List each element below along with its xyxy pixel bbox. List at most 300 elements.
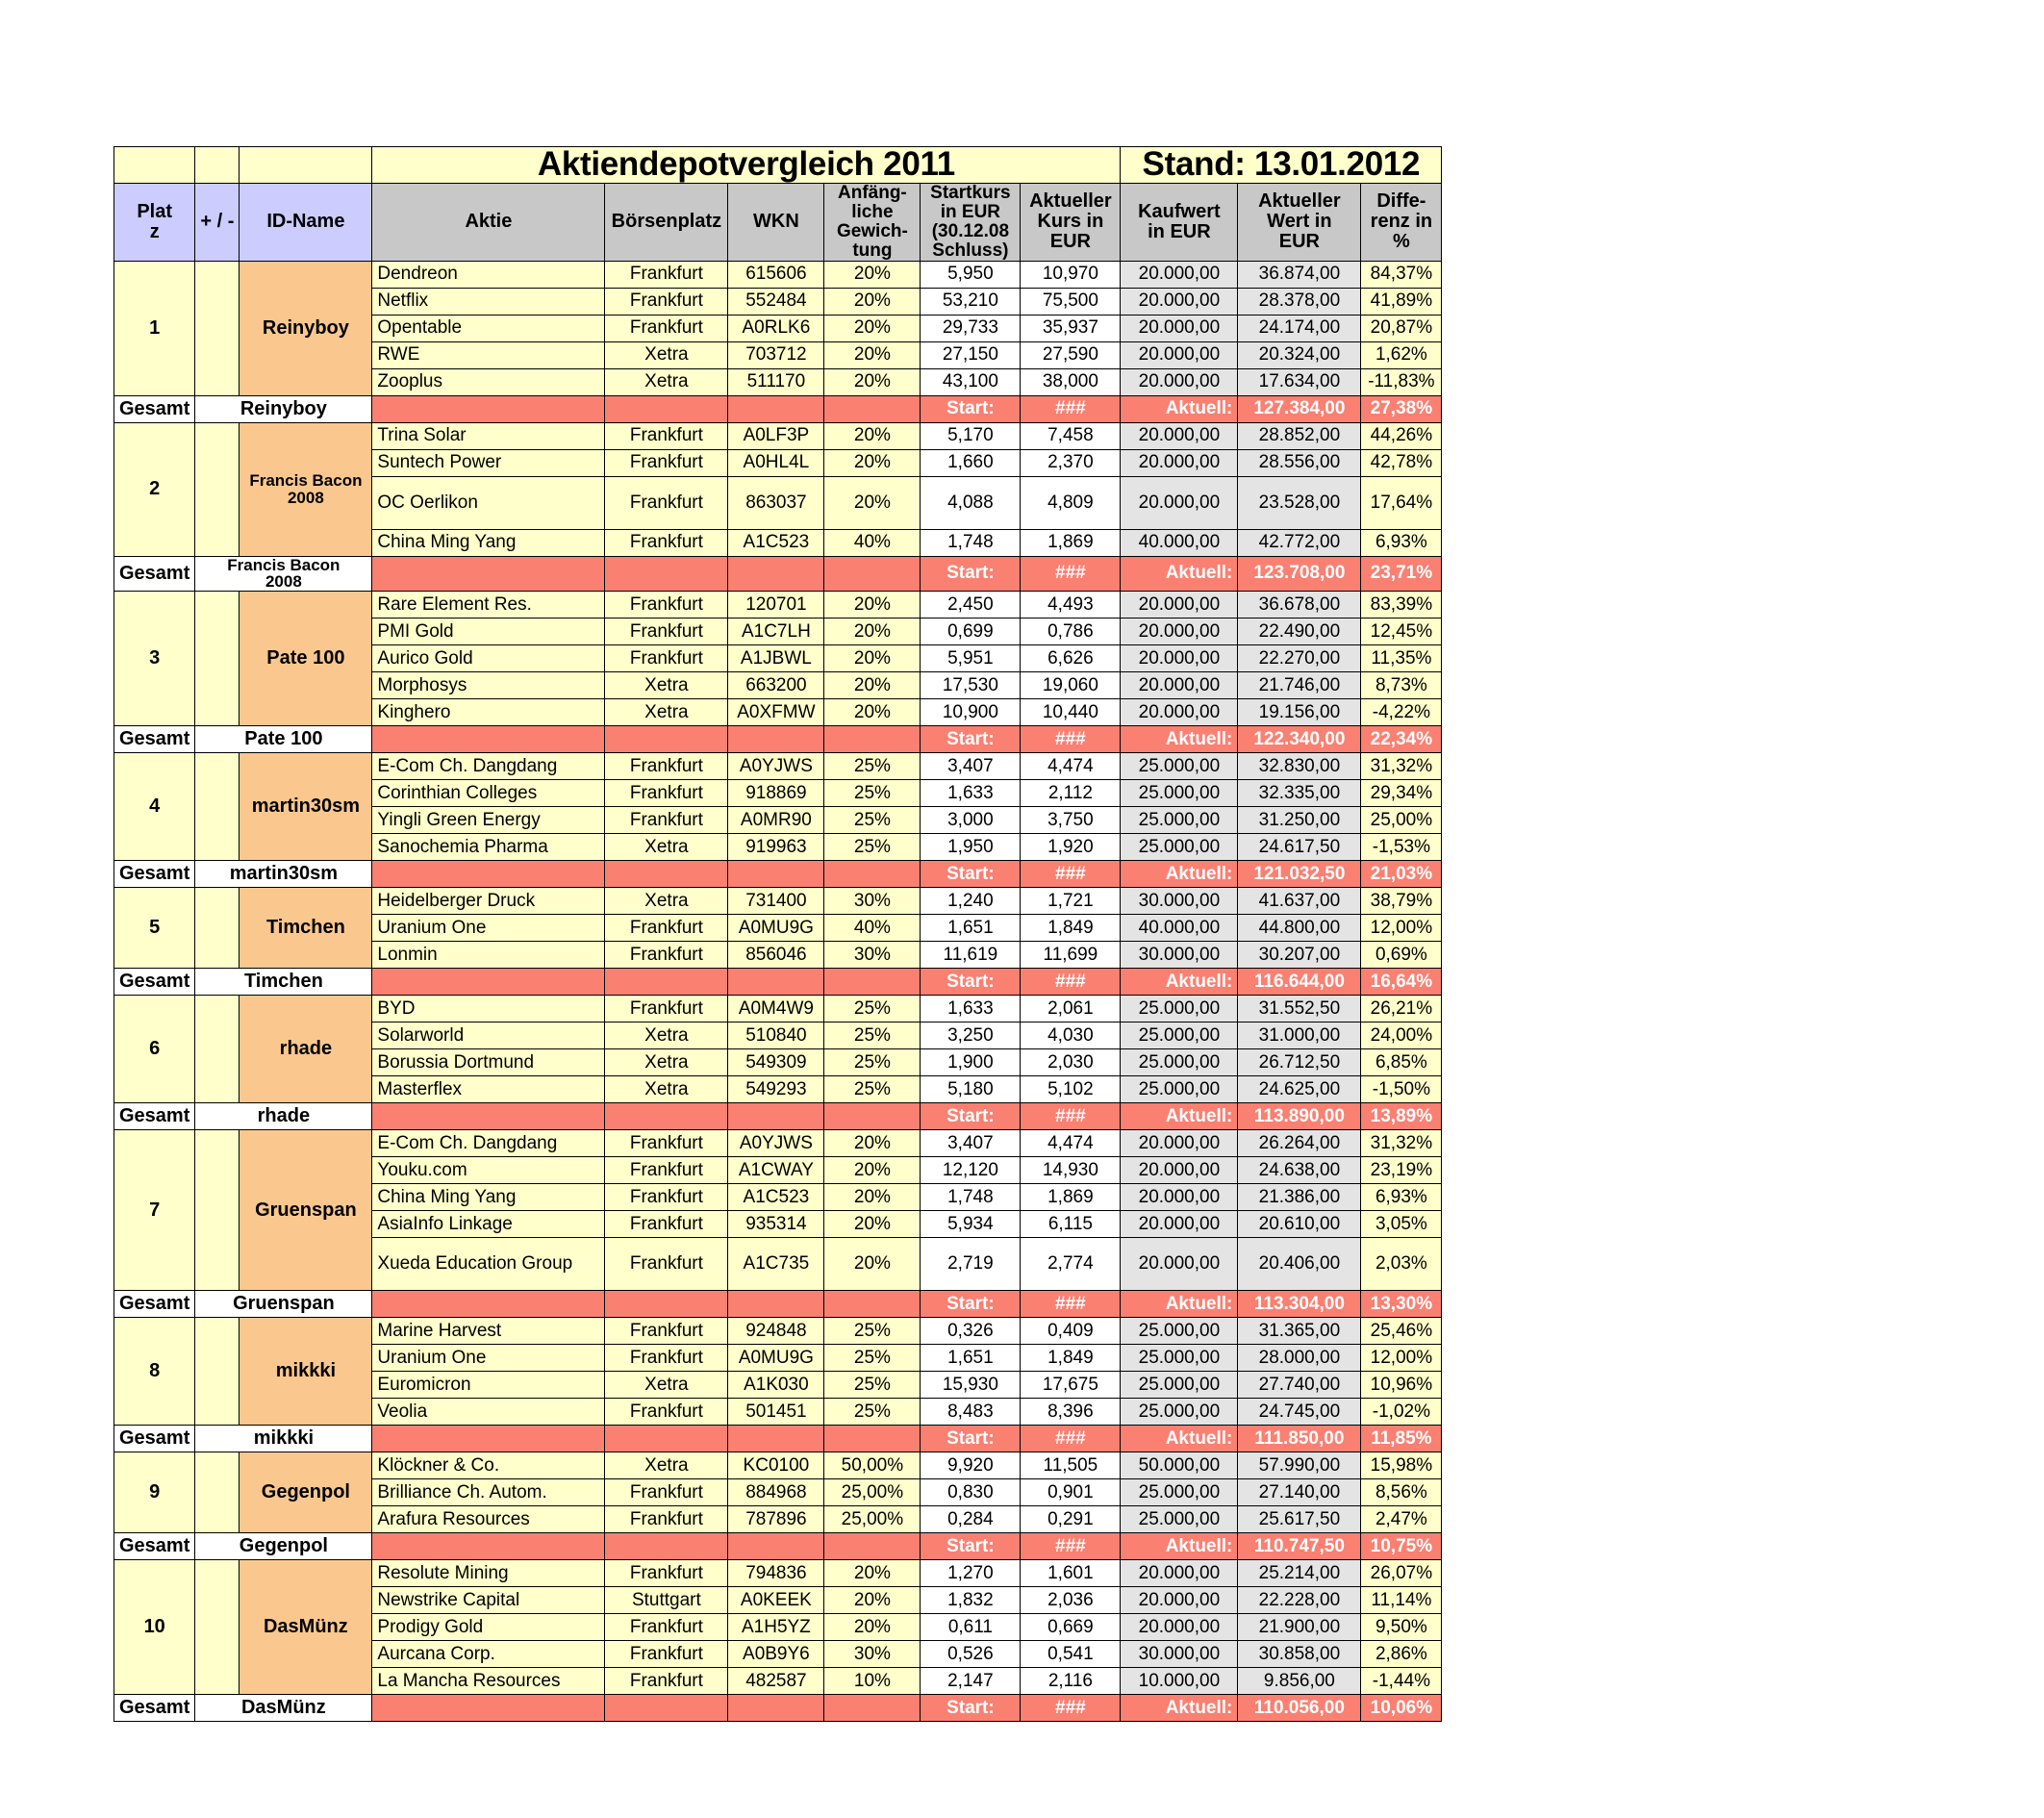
wkn: A0MU9G <box>728 915 824 942</box>
current-price: 0,541 <box>1021 1641 1121 1668</box>
id-name-cell: Reinyboy <box>240 261 372 395</box>
current-value: 27.740,00 <box>1238 1372 1361 1399</box>
total-difference-percent: 10,75% <box>1361 1533 1442 1560</box>
weighting: 10% <box>824 1668 921 1695</box>
start-price: 0,611 <box>921 1614 1021 1641</box>
purchase-value: 25.000,00 <box>1121 1318 1238 1345</box>
start-price: 15,930 <box>921 1372 1021 1399</box>
exchange: Frankfurt <box>605 645 728 672</box>
weighting: 25,00% <box>824 1479 921 1506</box>
total-row <box>114 861 1442 888</box>
purchase-value: 25.000,00 <box>1121 1372 1238 1399</box>
total-blank-aktie <box>372 1291 605 1318</box>
stock-name: Opentable <box>372 315 605 341</box>
start-price: 2,450 <box>921 592 1021 619</box>
total-start-label: Start: <box>921 1695 1021 1722</box>
start-price: 12,120 <box>921 1157 1021 1184</box>
start-price: 5,180 <box>921 1076 1021 1103</box>
difference-percent: 20,87% <box>1361 315 1442 341</box>
difference-percent: 25,46% <box>1361 1318 1442 1345</box>
purchase-value: 30.000,00 <box>1121 1641 1238 1668</box>
total-id-name: Gegenpol <box>195 1533 372 1560</box>
current-value: 20.324,00 <box>1238 341 1361 368</box>
exchange: Frankfurt <box>605 1560 728 1587</box>
exchange: Frankfurt <box>605 1130 728 1157</box>
column-header-gewichtung: Anfäng- liche Gewich- tung <box>824 183 921 261</box>
wkn: A1K030 <box>728 1372 824 1399</box>
wkn: 615606 <box>728 261 824 288</box>
current-value: 30.207,00 <box>1238 942 1361 969</box>
wkn: A0KEEK <box>728 1587 824 1614</box>
purchase-value: 25.000,00 <box>1121 834 1238 861</box>
current-value: 28.852,00 <box>1238 422 1361 449</box>
exchange: Frankfurt <box>605 315 728 341</box>
total-current-value: 110.056,00 <box>1238 1695 1361 1722</box>
total-blank-aktie <box>372 556 605 592</box>
exchange: Frankfurt <box>605 422 728 449</box>
start-price: 11,619 <box>921 942 1021 969</box>
current-price: 0,409 <box>1021 1318 1121 1345</box>
current-value: 24.625,00 <box>1238 1076 1361 1103</box>
current-price: 19,060 <box>1021 672 1121 699</box>
weighting: 20% <box>824 315 921 341</box>
weighting: 20% <box>824 1184 921 1211</box>
total-blank-boerse <box>605 1291 728 1318</box>
title-spacer-id <box>240 147 372 184</box>
total-blank-wkn <box>728 969 824 996</box>
total-label: Gesamt <box>114 1291 195 1318</box>
total-start-label: Start: <box>921 1426 1021 1452</box>
difference-percent: 23,19% <box>1361 1157 1442 1184</box>
stock-name: Solarworld <box>372 1023 605 1049</box>
total-aktuell-label: Aktuell: <box>1121 969 1238 996</box>
difference-percent: 6,93% <box>1361 1184 1442 1211</box>
weighting: 20% <box>824 1587 921 1614</box>
total-aktuell-label: Aktuell: <box>1121 1426 1238 1452</box>
total-blank-gew <box>824 861 921 888</box>
plusminus-cell <box>195 592 240 726</box>
stock-name: Prodigy Gold <box>372 1614 605 1641</box>
stock-name: Aurico Gold <box>372 645 605 672</box>
current-price: 0,291 <box>1021 1506 1121 1533</box>
total-blank-boerse <box>605 726 728 753</box>
current-value: 22.228,00 <box>1238 1587 1361 1614</box>
weighting: 20% <box>824 1238 921 1291</box>
wkn: A0LF3P <box>728 422 824 449</box>
total-current-value: 110.747,50 <box>1238 1533 1361 1560</box>
current-price: 14,930 <box>1021 1157 1121 1184</box>
stock-name: Lonmin <box>372 942 605 969</box>
wkn: A0RLK6 <box>728 315 824 341</box>
exchange: Frankfurt <box>605 753 728 780</box>
total-id-name: Pate 100 <box>195 726 372 753</box>
wkn: A0MU9G <box>728 1345 824 1372</box>
weighting: 20% <box>824 341 921 368</box>
current-price: 2,030 <box>1021 1049 1121 1076</box>
wkn: A1C523 <box>728 1184 824 1211</box>
difference-percent: 2,86% <box>1361 1641 1442 1668</box>
current-value: 28.556,00 <box>1238 449 1361 476</box>
current-price: 6,626 <box>1021 645 1121 672</box>
current-price: 2,061 <box>1021 996 1121 1023</box>
current-value: 17.634,00 <box>1238 368 1361 395</box>
weighting: 25% <box>824 780 921 807</box>
total-blank-wkn <box>728 726 824 753</box>
exchange: Frankfurt <box>605 1157 728 1184</box>
difference-percent: 6,85% <box>1361 1049 1442 1076</box>
total-start-value: ### <box>1021 726 1121 753</box>
total-blank-boerse <box>605 1533 728 1560</box>
total-start-label: Start: <box>921 1533 1021 1560</box>
current-price: 4,474 <box>1021 753 1121 780</box>
total-aktuell-label: Aktuell: <box>1121 1533 1238 1560</box>
start-price: 5,170 <box>921 422 1021 449</box>
total-blank-wkn <box>728 1103 824 1130</box>
exchange: Xetra <box>605 1023 728 1049</box>
stock-name: Dendreon <box>372 261 605 288</box>
id-name-cell: DasMünz <box>240 1560 372 1695</box>
current-price: 0,786 <box>1021 619 1121 645</box>
weighting: 20% <box>824 422 921 449</box>
exchange: Frankfurt <box>605 807 728 834</box>
difference-percent: 26,07% <box>1361 1560 1442 1587</box>
plusminus-cell <box>195 422 240 556</box>
column-header-startkurs: Startkurs in EUR (30.12.08 Schluss) <box>921 183 1021 261</box>
total-current-value: 116.644,00 <box>1238 969 1361 996</box>
current-value: 21.386,00 <box>1238 1184 1361 1211</box>
purchase-value: 25.000,00 <box>1121 1076 1238 1103</box>
start-price: 1,832 <box>921 1587 1021 1614</box>
purchase-value: 25.000,00 <box>1121 1345 1238 1372</box>
total-blank-boerse <box>605 861 728 888</box>
weighting: 25% <box>824 1345 921 1372</box>
wkn: A0HL4L <box>728 449 824 476</box>
start-price: 17,530 <box>921 672 1021 699</box>
rank-cell: 2 <box>114 422 195 556</box>
wkn: 731400 <box>728 888 824 915</box>
current-value: 32.830,00 <box>1238 753 1361 780</box>
current-value: 28.000,00 <box>1238 1345 1361 1372</box>
difference-percent: 3,05% <box>1361 1211 1442 1238</box>
total-blank-wkn <box>728 1291 824 1318</box>
exchange: Xetra <box>605 1049 728 1076</box>
wkn: 482587 <box>728 1668 824 1695</box>
weighting: 20% <box>824 592 921 619</box>
total-row <box>114 1533 1442 1560</box>
weighting: 25% <box>824 1372 921 1399</box>
plusminus-cell <box>195 1318 240 1426</box>
weighting: 20% <box>824 1560 921 1587</box>
total-aktuell-label: Aktuell: <box>1121 861 1238 888</box>
weighting: 20% <box>824 1157 921 1184</box>
total-blank-gew <box>824 556 921 592</box>
id-name-cell: mikkki <box>240 1318 372 1426</box>
current-price: 1,869 <box>1021 1184 1121 1211</box>
weighting: 20% <box>824 699 921 726</box>
current-price: 38,000 <box>1021 368 1121 395</box>
total-row <box>114 556 1442 592</box>
difference-percent: 11,14% <box>1361 1587 1442 1614</box>
total-blank-aktie <box>372 726 605 753</box>
current-price: 4,493 <box>1021 592 1121 619</box>
exchange: Frankfurt <box>605 261 728 288</box>
purchase-value: 20.000,00 <box>1121 315 1238 341</box>
wkn: A1C523 <box>728 529 824 556</box>
start-price: 3,000 <box>921 807 1021 834</box>
table-row[interactable] <box>114 592 1442 619</box>
stock-name: E-Com Ch. Dangdang <box>372 1130 605 1157</box>
stand-date: Stand: 13.01.2012 <box>1121 147 1442 184</box>
total-id-name: rhade <box>195 1103 372 1130</box>
stock-name: Uranium One <box>372 1345 605 1372</box>
purchase-value: 20.000,00 <box>1121 672 1238 699</box>
total-start-value: ### <box>1021 1533 1121 1560</box>
start-price: 0,526 <box>921 1641 1021 1668</box>
exchange: Xetra <box>605 341 728 368</box>
total-start-value: ### <box>1021 395 1121 422</box>
purchase-value: 30.000,00 <box>1121 888 1238 915</box>
start-price: 4,088 <box>921 476 1021 529</box>
current-value: 22.270,00 <box>1238 645 1361 672</box>
current-price: 5,102 <box>1021 1076 1121 1103</box>
total-aktuell-label: Aktuell: <box>1121 1291 1238 1318</box>
exchange: Frankfurt <box>605 915 728 942</box>
weighting: 25% <box>824 1318 921 1345</box>
total-aktuell-label: Aktuell: <box>1121 1695 1238 1722</box>
id-name-cell: Gruenspan <box>240 1130 372 1291</box>
start-price: 29,733 <box>921 315 1021 341</box>
stock-name: PMI Gold <box>372 619 605 645</box>
exchange: Frankfurt <box>605 592 728 619</box>
wkn: 856046 <box>728 942 824 969</box>
total-difference-percent: 27,38% <box>1361 395 1442 422</box>
difference-percent: 83,39% <box>1361 592 1442 619</box>
current-value: 26.712,50 <box>1238 1049 1361 1076</box>
table-row[interactable] <box>114 1130 1442 1157</box>
plusminus-cell <box>195 996 240 1103</box>
difference-percent: 17,64% <box>1361 476 1442 529</box>
rank-cell: 7 <box>114 1130 195 1291</box>
wkn: 787896 <box>728 1506 824 1533</box>
wkn: A0MR90 <box>728 807 824 834</box>
total-blank-wkn <box>728 1533 824 1560</box>
wkn: 918869 <box>728 780 824 807</box>
table-row[interactable] <box>114 1560 1442 1587</box>
exchange: Frankfurt <box>605 996 728 1023</box>
total-blank-gew <box>824 1291 921 1318</box>
stock-name: China Ming Yang <box>372 529 605 556</box>
weighting: 20% <box>824 288 921 315</box>
stock-name: Heidelberger Druck <box>372 888 605 915</box>
total-start-label: Start: <box>921 556 1021 592</box>
exchange: Frankfurt <box>605 529 728 556</box>
stock-name: RWE <box>372 341 605 368</box>
weighting: 40% <box>824 529 921 556</box>
current-value: 25.214,00 <box>1238 1560 1361 1587</box>
exchange: Xetra <box>605 834 728 861</box>
table-row[interactable] <box>114 753 1442 780</box>
difference-percent: 10,96% <box>1361 1372 1442 1399</box>
total-start-label: Start: <box>921 969 1021 996</box>
plusminus-cell <box>195 1452 240 1533</box>
total-blank-aktie <box>372 1103 605 1130</box>
difference-percent: 11,35% <box>1361 645 1442 672</box>
stock-name: Youku.com <box>372 1157 605 1184</box>
total-row <box>114 969 1442 996</box>
total-blank-boerse <box>605 395 728 422</box>
current-value: 21.900,00 <box>1238 1614 1361 1641</box>
difference-percent: -1,53% <box>1361 834 1442 861</box>
wkn: 510840 <box>728 1023 824 1049</box>
exchange: Frankfurt <box>605 288 728 315</box>
total-aktuell-label: Aktuell: <box>1121 556 1238 592</box>
difference-percent: -1,44% <box>1361 1668 1442 1695</box>
total-blank-wkn <box>728 1695 824 1722</box>
purchase-value: 20.000,00 <box>1121 1614 1238 1641</box>
column-header-aktueller-kurs: Aktueller Kurs in EUR <box>1021 183 1121 261</box>
weighting: 20% <box>824 1211 921 1238</box>
stock-name: AsiaInfo Linkage <box>372 1211 605 1238</box>
total-blank-aktie <box>372 1695 605 1722</box>
column-header-wkn: WKN <box>728 183 824 261</box>
start-price: 1,633 <box>921 780 1021 807</box>
start-price: 0,284 <box>921 1506 1021 1533</box>
difference-percent: -1,50% <box>1361 1076 1442 1103</box>
start-price: 1,651 <box>921 915 1021 942</box>
table-row[interactable] <box>114 1452 1442 1479</box>
total-label: Gesamt <box>114 556 195 592</box>
difference-percent: 1,62% <box>1361 341 1442 368</box>
current-price: 10,440 <box>1021 699 1121 726</box>
id-name-cell: Francis Bacon 2008 <box>240 422 372 556</box>
total-blank-aktie <box>372 1426 605 1452</box>
purchase-value: 20.000,00 <box>1121 1130 1238 1157</box>
purchase-value: 20.000,00 <box>1121 341 1238 368</box>
purchase-value: 25.000,00 <box>1121 1479 1238 1506</box>
total-blank-boerse <box>605 556 728 592</box>
stock-name: Suntech Power <box>372 449 605 476</box>
table-row[interactable] <box>114 1318 1442 1345</box>
total-blank-wkn <box>728 1426 824 1452</box>
total-id-name: Reinyboy <box>195 395 372 422</box>
purchase-value: 20.000,00 <box>1121 645 1238 672</box>
exchange: Frankfurt <box>605 1345 728 1372</box>
total-start-value: ### <box>1021 861 1121 888</box>
id-name-cell: Pate 100 <box>240 592 372 726</box>
weighting: 25% <box>824 807 921 834</box>
total-label: Gesamt <box>114 861 195 888</box>
current-price: 8,396 <box>1021 1399 1121 1426</box>
id-name-cell: Timchen <box>240 888 372 969</box>
table-row[interactable] <box>114 888 1442 915</box>
total-blank-gew <box>824 969 921 996</box>
wkn: A1C735 <box>728 1238 824 1291</box>
sheet-title: Aktiendepotvergleich 2011 <box>372 147 1121 184</box>
rank-cell: 8 <box>114 1318 195 1426</box>
wkn: KC0100 <box>728 1452 824 1479</box>
purchase-value: 20.000,00 <box>1121 1238 1238 1291</box>
total-blank-boerse <box>605 969 728 996</box>
total-current-value: 111.850,00 <box>1238 1426 1361 1452</box>
total-id-name: Timchen <box>195 969 372 996</box>
rank-cell: 9 <box>114 1452 195 1533</box>
table-row[interactable] <box>114 261 1442 288</box>
exchange: Xetra <box>605 672 728 699</box>
current-value: 27.140,00 <box>1238 1479 1361 1506</box>
weighting: 25% <box>824 834 921 861</box>
wkn: 663200 <box>728 672 824 699</box>
total-difference-percent: 16,64% <box>1361 969 1442 996</box>
exchange: Xetra <box>605 888 728 915</box>
start-price: 53,210 <box>921 288 1021 315</box>
table-row[interactable] <box>114 422 1442 449</box>
current-price: 11,699 <box>1021 942 1121 969</box>
purchase-value: 20.000,00 <box>1121 699 1238 726</box>
difference-percent: 29,34% <box>1361 780 1442 807</box>
total-difference-percent: 11,85% <box>1361 1426 1442 1452</box>
exchange: Frankfurt <box>605 1668 728 1695</box>
id-name-cell: Gegenpol <box>240 1452 372 1533</box>
current-value: 41.637,00 <box>1238 888 1361 915</box>
start-price: 1,651 <box>921 1345 1021 1372</box>
weighting: 40% <box>824 915 921 942</box>
start-price: 1,660 <box>921 449 1021 476</box>
total-current-value: 113.890,00 <box>1238 1103 1361 1130</box>
purchase-value: 25.000,00 <box>1121 1049 1238 1076</box>
current-value: 32.335,00 <box>1238 780 1361 807</box>
current-value: 24.617,50 <box>1238 834 1361 861</box>
total-blank-aktie <box>372 395 605 422</box>
exchange: Stuttgart <box>605 1587 728 1614</box>
current-value: 26.264,00 <box>1238 1130 1361 1157</box>
stock-name: Trina Solar <box>372 422 605 449</box>
purchase-value: 10.000,00 <box>1121 1668 1238 1695</box>
total-difference-percent: 13,89% <box>1361 1103 1442 1130</box>
difference-percent: 6,93% <box>1361 529 1442 556</box>
stock-name: Xueda Education Group <box>372 1238 605 1291</box>
start-price: 5,950 <box>921 261 1021 288</box>
table-row[interactable] <box>114 996 1442 1023</box>
current-price: 4,809 <box>1021 476 1121 529</box>
total-label: Gesamt <box>114 1103 195 1130</box>
difference-percent: 2,03% <box>1361 1238 1442 1291</box>
stock-name: Masterflex <box>372 1076 605 1103</box>
total-start-value: ### <box>1021 1426 1121 1452</box>
stock-name: Arafura Resources <box>372 1506 605 1533</box>
wkn: 935314 <box>728 1211 824 1238</box>
total-blank-aktie <box>372 1533 605 1560</box>
total-label: Gesamt <box>114 1533 195 1560</box>
current-price: 35,937 <box>1021 315 1121 341</box>
purchase-value: 20.000,00 <box>1121 1587 1238 1614</box>
total-start-value: ### <box>1021 1291 1121 1318</box>
purchase-value: 50.000,00 <box>1121 1452 1238 1479</box>
column-header-boersenplatz: Börsenplatz <box>605 183 728 261</box>
current-value: 57.990,00 <box>1238 1452 1361 1479</box>
total-row <box>114 1291 1442 1318</box>
current-price: 10,970 <box>1021 261 1121 288</box>
weighting: 20% <box>824 1614 921 1641</box>
current-value: 24.174,00 <box>1238 315 1361 341</box>
exchange: Xetra <box>605 1452 728 1479</box>
difference-percent: 25,00% <box>1361 807 1442 834</box>
rank-cell: 10 <box>114 1560 195 1695</box>
difference-percent: 26,21% <box>1361 996 1442 1023</box>
weighting: 30% <box>824 1641 921 1668</box>
wkn: A0XFMW <box>728 699 824 726</box>
current-price: 2,370 <box>1021 449 1121 476</box>
total-blank-boerse <box>605 1695 728 1722</box>
